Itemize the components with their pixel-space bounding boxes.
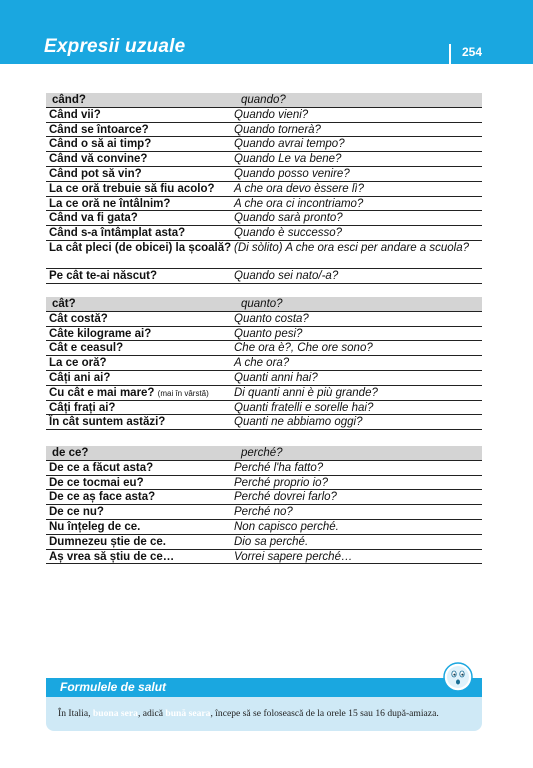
info-text-middle: , adică (137, 708, 166, 719)
table-row (46, 197, 482, 212)
table-header-row (46, 93, 482, 108)
romanian-cell (46, 167, 232, 181)
italian-phrase: Non capisco perché. (234, 520, 339, 533)
romanian-phrase: La ce oră trebuie să fiu acolo? (49, 182, 215, 195)
romanian-phrase: Când va fi gata? (49, 212, 138, 225)
table-row (46, 123, 482, 138)
italian-phrase: Perché dovrei farlo? (234, 491, 337, 504)
romanian-phrase: În cât suntem astăzi? (49, 416, 166, 429)
romanian-phrase: Dumnezeu știe de ce. (49, 535, 166, 548)
romanian-cell (46, 241, 232, 268)
italian-phrase: A che ora? (234, 357, 290, 370)
romanian-cell (46, 371, 232, 385)
italian-phrase: Che ora è?, Che ore sono? (234, 342, 373, 355)
italian-phrase: (Di sòlito) A che ora esci per andare a scuola? (234, 241, 470, 254)
info-highlight-2: bună seara (165, 708, 211, 719)
page-number: 254 (462, 45, 483, 59)
info-highlight-1: buona sera (92, 708, 138, 719)
italian-phrase: Quanto costa? (234, 312, 309, 325)
table-row (46, 108, 482, 123)
romanian-phrase: De ce tocmai eu? (49, 476, 144, 489)
table-row (46, 476, 482, 491)
italian-phrase: Quando sei nato/-a? (234, 269, 339, 282)
italian-phrase: Quanto pesi? (234, 327, 303, 340)
romanian-cell (46, 535, 232, 549)
romanian-cell (46, 415, 232, 429)
romanian-cell (46, 341, 232, 355)
header-ro: de ce? (52, 447, 89, 459)
romanian-phrase: Când o să ai timp? (49, 138, 152, 151)
romanian-phrase: Cât costă? (49, 312, 108, 325)
romanian-phrase: Când pot să vin? (49, 167, 142, 180)
table-header-row (46, 297, 482, 312)
table-header-row (46, 446, 482, 461)
table-row (46, 167, 482, 182)
romanian-cell (46, 211, 232, 225)
italian-phrase: Quando posso venire? (234, 167, 350, 180)
romanian-phrase: Când vă convine? (49, 153, 148, 166)
romanian-cell (46, 197, 232, 211)
italian-phrase: Di quanti anni è più grande? (234, 386, 378, 399)
italian-phrase: Quanti ne abbiamo oggi? (234, 416, 363, 429)
table-row (46, 327, 482, 342)
info-text-after: , începe să se folosească de la orele 15 sau 16 după-amiaza. (210, 708, 439, 719)
header-it: quanto? (241, 298, 283, 310)
page-title: Expresii uzuale (44, 36, 186, 57)
romanian-cell (46, 461, 232, 475)
romanian-cell (46, 123, 232, 137)
table-row (46, 550, 482, 565)
phrase-table (46, 297, 482, 430)
smiley-icon (443, 662, 473, 692)
romanian-cell (46, 108, 232, 122)
info-box-text (46, 697, 482, 731)
romanian-cell (46, 505, 232, 519)
italian-phrase: A che ora devo èssere lì? (234, 182, 364, 195)
table-row (46, 137, 482, 152)
romanian-cell (46, 269, 232, 283)
romanian-cell (46, 520, 232, 534)
italian-phrase: Quando vieni? (234, 108, 309, 121)
table-row (46, 341, 482, 356)
romanian-cell (46, 137, 232, 151)
italian-phrase: Quando avrai tempo? (234, 138, 345, 151)
romanian-phrase: Cât e ceasul? (49, 342, 124, 355)
table-row (46, 269, 482, 284)
info-box (46, 678, 482, 730)
table-row (46, 415, 482, 430)
romanian-cell (46, 550, 232, 564)
italian-phrase: A che ora ci incontriamo? (234, 197, 364, 210)
romanian-cell (46, 401, 232, 415)
italian-phrase: Quando Le va bene? (234, 153, 342, 166)
table-row (46, 182, 482, 197)
romanian-phrase: La ce oră? (49, 357, 107, 370)
italian-phrase: Perché l'ha fatto? (234, 461, 324, 474)
phrase-note: (mai în vârstă) (157, 388, 209, 398)
italian-phrase: Quando tornerà? (234, 123, 321, 136)
romanian-phrase: Aș vrea să știu de ce… (49, 550, 175, 563)
romanian-phrase: Câți frați ai? (49, 401, 116, 414)
romanian-cell (46, 182, 232, 196)
table-row (46, 401, 482, 416)
table-row (46, 312, 482, 327)
table-row (46, 505, 482, 520)
romanian-phrase: Când vii? (49, 108, 101, 121)
romanian-phrase: La ce oră ne întâlnim? (49, 197, 171, 210)
info-box-title: Formulele de salut (46, 678, 482, 697)
table-row (46, 461, 482, 476)
romanian-phrase: Când se întoarce? (49, 123, 149, 136)
info-text-before: În Italia, (58, 708, 93, 719)
table-row (46, 241, 482, 269)
romanian-phrase: Pe cât te-ai născut? (49, 269, 158, 282)
table-row (46, 152, 482, 167)
page-header (0, 0, 533, 64)
table-row (46, 490, 482, 505)
romanian-cell (46, 490, 232, 504)
table-row (46, 211, 482, 226)
phrase-table (46, 446, 482, 564)
romanian-phrase: Câți ani ai? (49, 371, 111, 384)
table-row (46, 371, 482, 386)
italian-phrase: Quando è successo? (234, 227, 343, 240)
romanian-phrase: De ce a făcut asta? (49, 461, 154, 474)
italian-phrase: Quando sarà pronto? (234, 212, 343, 225)
romanian-cell (46, 312, 232, 326)
romanian-phrase: De ce aș face asta? (49, 491, 156, 504)
table-row (46, 520, 482, 535)
romanian-cell (46, 356, 232, 370)
table-row (46, 226, 482, 241)
italian-phrase: Dio sa perché. (234, 535, 309, 548)
romanian-phrase: Când s-a întâmplat asta? (49, 227, 186, 240)
italian-phrase: Perché proprio io? (234, 476, 328, 489)
table-row (46, 356, 482, 371)
header-ro: cât? (52, 298, 76, 310)
romanian-cell (46, 327, 232, 341)
italian-phrase: Vorrei sapere perché… (234, 550, 353, 563)
phrase-table (46, 93, 482, 284)
header-divider (449, 44, 451, 64)
italian-phrase: Quanti anni hai? (234, 371, 318, 384)
romanian-cell (46, 226, 232, 240)
italian-phrase: Quanti fratelli e sorelle hai? (234, 401, 374, 414)
header-it: quando? (241, 94, 286, 106)
romanian-cell (46, 152, 232, 166)
romanian-phrase: Cu cât e mai mare? (49, 386, 155, 399)
header-ro: când? (52, 94, 86, 106)
romanian-cell (46, 386, 232, 400)
romanian-phrase: De ce nu? (49, 506, 104, 519)
romanian-phrase: Nu înțeleg de ce. (49, 520, 141, 533)
romanian-phrase: Câte kilograme ai? (49, 327, 152, 340)
romanian-phrase: La cât pleci (de obicei) la școală? (49, 241, 232, 254)
table-row (46, 535, 482, 550)
italian-phrase: Perché no? (234, 506, 293, 519)
table-row (46, 386, 482, 401)
header-it: perché? (241, 447, 283, 459)
romanian-cell (46, 476, 232, 490)
